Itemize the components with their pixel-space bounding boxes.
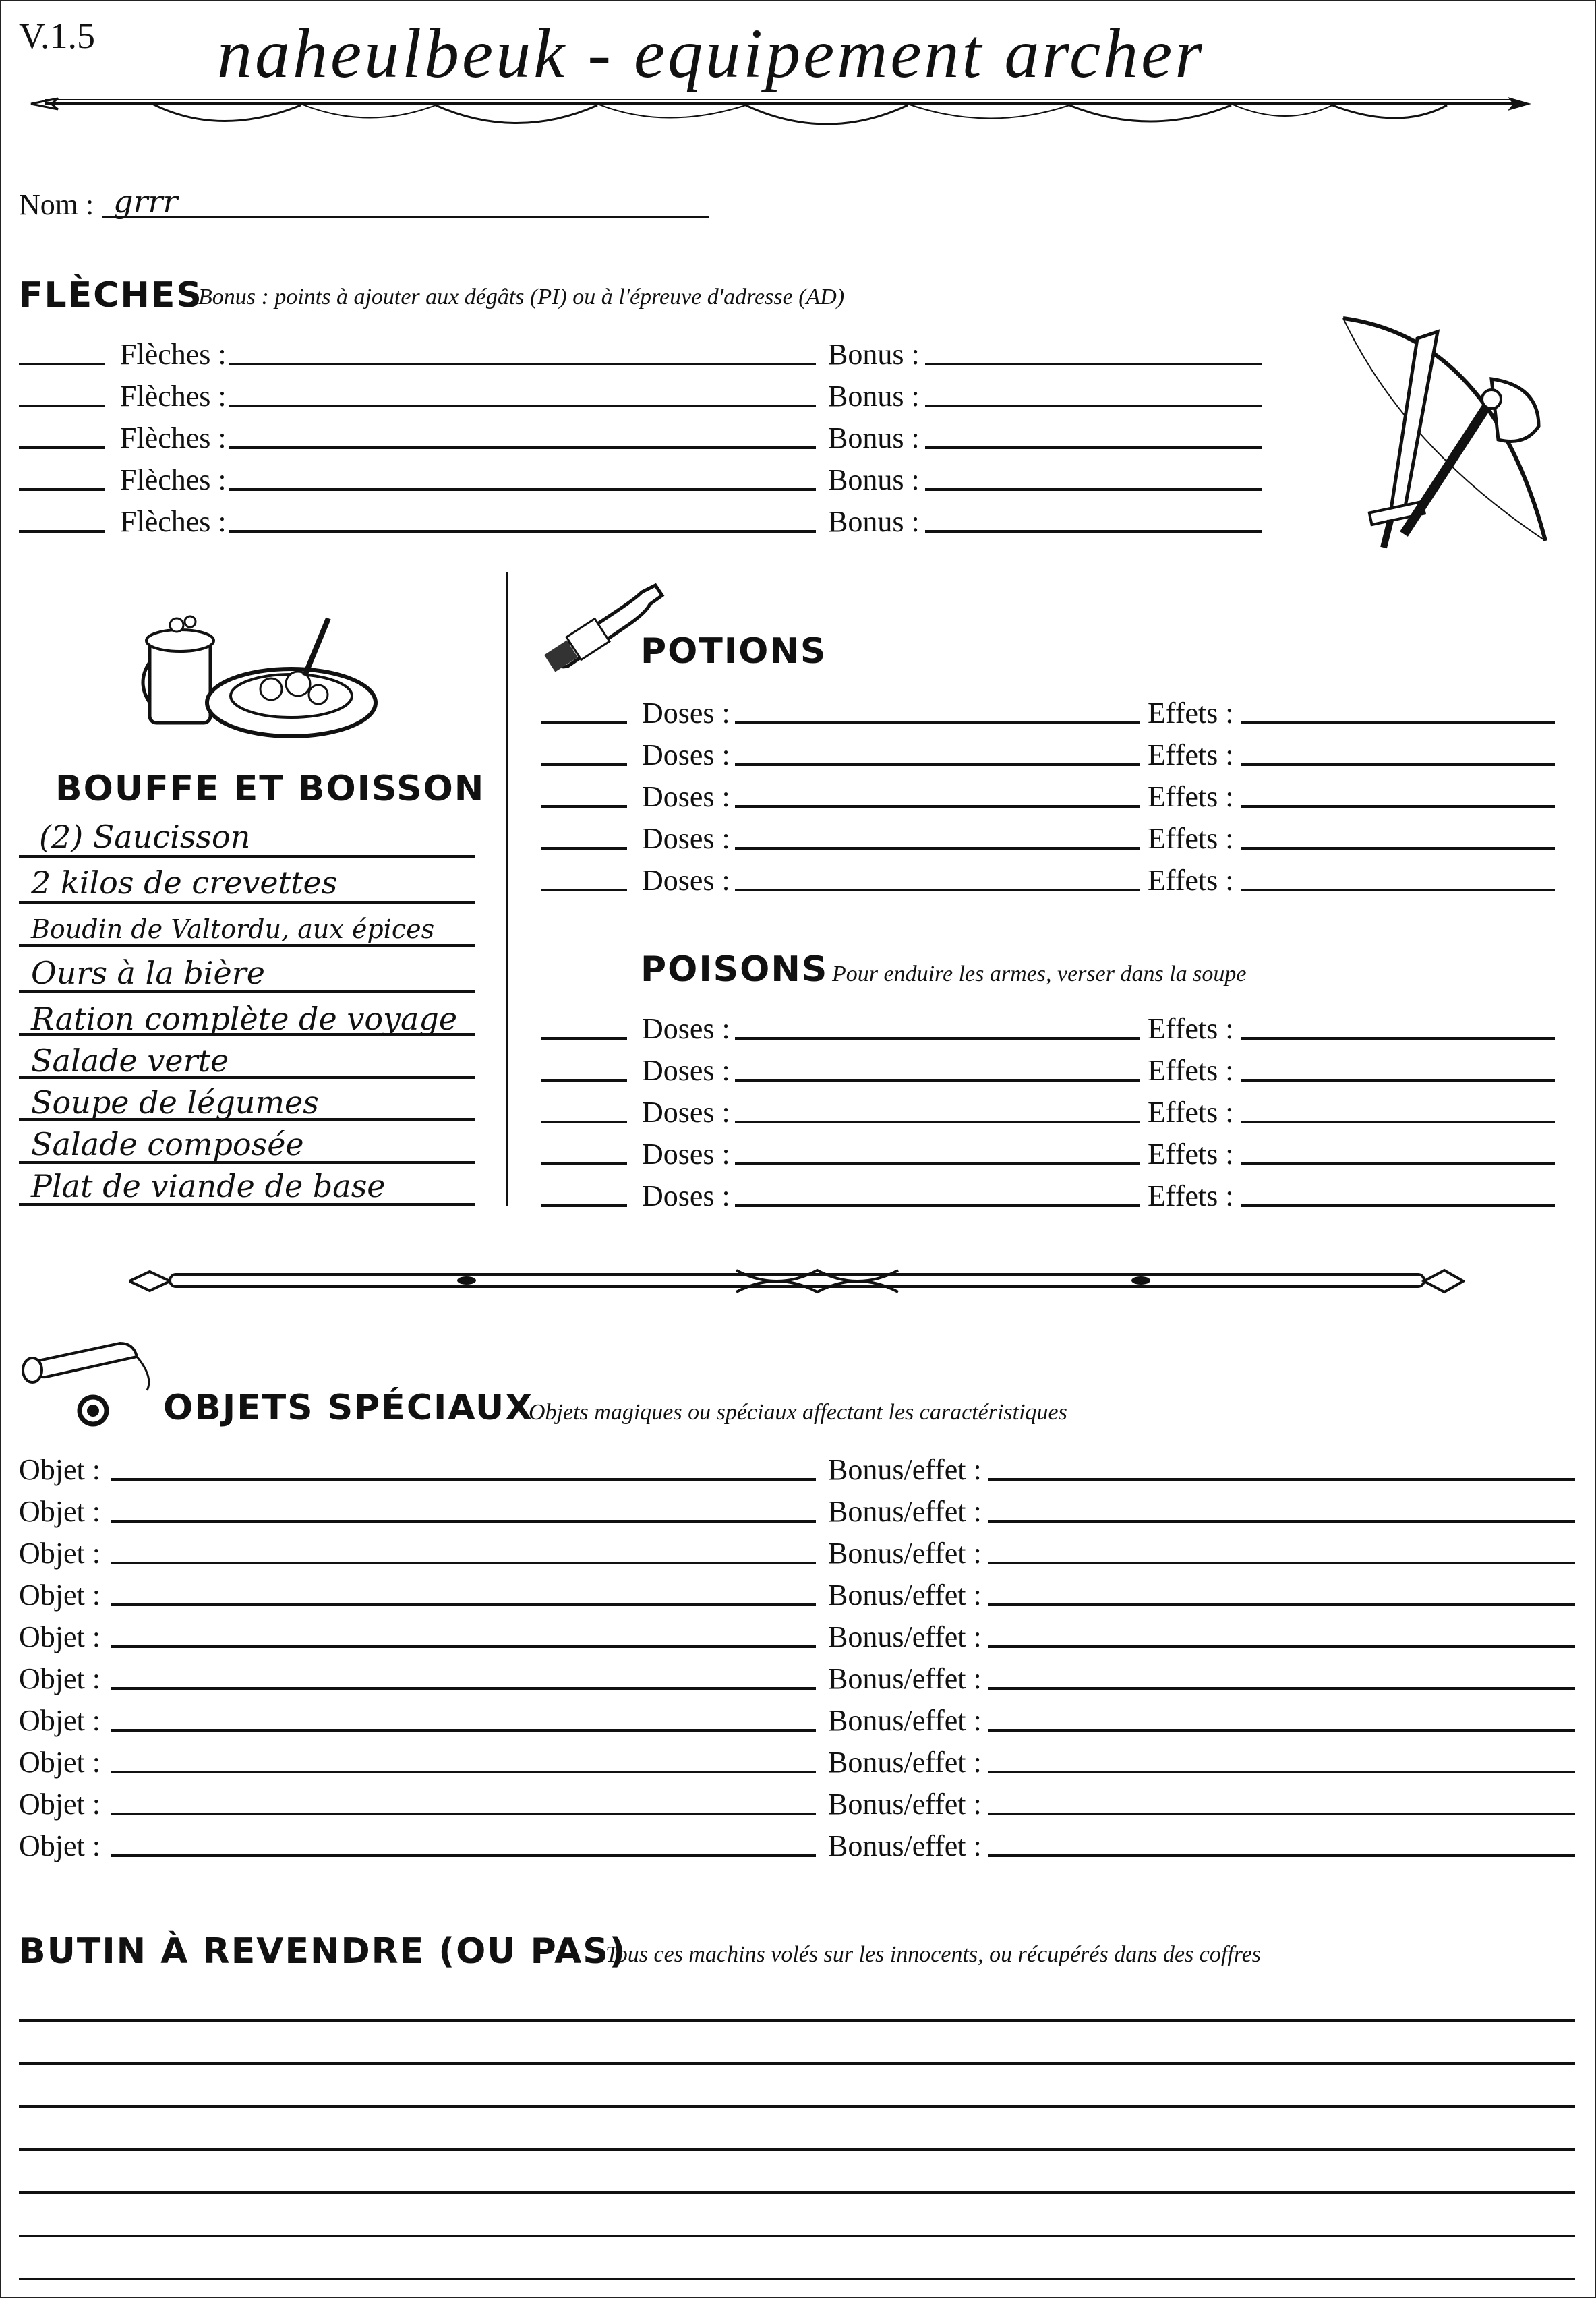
poison-effets-label: Effets : [1148,1096,1234,1129]
fleches-title: FLÈCHES [19,275,203,316]
potion-name-line[interactable] [735,721,1140,724]
potion-doses-label: Doses : [642,864,730,897]
butin-line[interactable] [19,2062,1575,2065]
poison-doses-label: Doses : [642,1054,730,1087]
objet-line[interactable] [111,1478,816,1481]
poison-qty-line[interactable] [541,1079,627,1082]
butin-line[interactable] [19,2019,1575,2022]
objet-bonus-label: Bonus/effet : [828,1746,982,1779]
objet-label: Objet : [19,1662,100,1695]
fleches-bonus-line[interactable] [925,530,1262,533]
fleches-note: Bonus : points à ajouter aux dégâts (PI) ou à l'épreuve d'adresse (AD) [198,285,845,310]
objet-bonus-label: Bonus/effet : [828,1704,982,1737]
butin-title: BUTIN À REVENDRE (OU PAS) [19,1931,627,1972]
objet-bonus-line[interactable] [988,1478,1575,1481]
bouffe-line [19,944,475,947]
food-plate-icon [136,608,379,743]
poison-effets-line[interactable] [1241,1121,1555,1123]
objet-label: Objet : [19,1620,100,1653]
poison-qty-line[interactable] [541,1037,627,1040]
bouffe-item[interactable]: (2) Saucisson [39,819,251,855]
potion-effets-line[interactable] [1241,721,1555,724]
objet-line[interactable] [111,1854,816,1857]
fleches-bonus-label: Bonus : [828,505,920,538]
poisons-title: POISONS [641,949,829,990]
poison-name-line[interactable] [735,1204,1140,1207]
objet-line[interactable] [111,1645,816,1648]
potion-qty-line[interactable] [541,847,627,850]
fleches-qty-line[interactable] [19,405,105,407]
bouffe-line [19,1033,475,1036]
bouffe-item[interactable]: Boudin de Valtordu, aux épices [31,914,435,944]
fleches-name-line[interactable] [229,405,816,407]
potion-effets-line[interactable] [1241,763,1555,766]
poison-doses-label: Doses : [642,1012,730,1045]
objet-line[interactable] [111,1687,816,1690]
objet-label: Objet : [19,1495,100,1528]
poison-name-line[interactable] [735,1079,1140,1082]
poison-doses-label: Doses : [642,1179,730,1212]
fleches-bonus-line[interactable] [925,405,1262,407]
poison-effets-line[interactable] [1241,1162,1555,1165]
bouffe-item[interactable]: Soupe de légumes [31,1084,319,1121]
bouffe-item[interactable]: Ours à la bière [31,955,265,991]
fleches-bonus-line[interactable] [925,363,1262,365]
bouffe-line [19,990,475,993]
objet-label: Objet : [19,1579,100,1612]
fleches-bonus-label: Bonus : [828,421,920,454]
potion-qty-line[interactable] [541,763,627,766]
poison-effets-line[interactable] [1241,1204,1555,1207]
objet-line[interactable] [111,1603,816,1606]
fleches-bonus-line[interactable] [925,446,1262,449]
nom-label: Nom : [19,188,94,221]
potion-effets-line[interactable] [1241,805,1555,808]
objet-bonus-label: Bonus/effet : [828,1453,982,1486]
crossed-weapons-icon [1323,312,1566,554]
scroll-ring-icon [19,1336,154,1431]
objet-bonus-line[interactable] [988,1520,1575,1523]
potion-doses-label: Doses : [642,738,730,771]
objet-bonus-label: Bonus/effet : [828,1537,982,1570]
potion-qty-line[interactable] [541,805,627,808]
version-label: V.1.5 [19,16,96,56]
objet-label: Objet : [19,1746,100,1779]
potion-effets-line[interactable] [1241,889,1555,891]
objet-line[interactable] [111,1520,816,1523]
bouffe-item[interactable]: Salade verte [31,1042,229,1079]
fleches-name-line[interactable] [229,446,816,449]
bouffe-line [19,1118,475,1121]
fleches-bonus-label: Bonus : [828,463,920,496]
fleches-qty-line[interactable] [19,446,105,449]
poison-effets-label: Effets : [1148,1054,1234,1087]
potion-name-line[interactable] [735,889,1140,891]
butin-line[interactable] [19,2191,1575,2194]
objet-label: Objet : [19,1453,100,1486]
objet-label: Objet : [19,1704,100,1737]
objets-note: Objets magiques ou spéciaux affectant les caractéristiques [529,1400,1067,1425]
poison-effets-line[interactable] [1241,1037,1555,1040]
objet-line[interactable] [111,1729,816,1732]
bouffe-line [19,1076,475,1079]
potion-effets-label: Effets : [1148,738,1234,771]
potion-doses-label: Doses : [642,822,730,855]
fleches-bonus-label: Bonus : [828,338,920,371]
butin-line[interactable] [19,2235,1575,2237]
objet-bonus-label: Bonus/effet : [828,1829,982,1862]
fleches-qty-line[interactable] [19,530,105,533]
fleches-label: Flèches : [120,505,227,538]
poison-effets-label: Effets : [1148,1138,1234,1171]
nom-line [102,216,709,218]
potion-effets-label: Effets : [1148,822,1234,855]
staff-divider-icon [129,1261,1465,1301]
fleches-name-line[interactable] [229,363,816,365]
potion-name-line[interactable] [735,847,1140,850]
poison-effets-label: Effets : [1148,1179,1234,1212]
poison-doses-label: Doses : [642,1096,730,1129]
potion-doses-label: Doses : [642,697,730,730]
poison-name-line[interactable] [735,1121,1140,1123]
objet-bonus-line[interactable] [988,1729,1575,1732]
fleches-name-line[interactable] [229,488,816,491]
potions-title: POTIONS [641,631,827,672]
bouffe-item[interactable]: 2 kilos de crevettes [31,864,338,901]
objet-label: Objet : [19,1829,100,1862]
poison-name-line[interactable] [735,1037,1140,1040]
objet-label: Objet : [19,1537,100,1570]
objet-bonus-label: Bonus/effet : [828,1788,982,1821]
objet-bonus-label: Bonus/effet : [828,1620,982,1653]
nom-value[interactable]: grrr [113,183,178,220]
objet-bonus-line[interactable] [988,1603,1575,1606]
potion-effets-label: Effets : [1148,780,1234,813]
objet-line[interactable] [111,1813,816,1815]
bouffe-line [19,855,475,858]
fleches-qty-line[interactable] [19,488,105,491]
objet-bonus-label: Bonus/effet : [828,1662,982,1695]
objet-bonus-label: Bonus/effet : [828,1495,982,1528]
objet-label: Objet : [19,1788,100,1821]
objet-bonus-line[interactable] [988,1854,1575,1857]
page-title: naheulbeuk - equipement archer [217,15,1205,92]
column-divider [506,572,508,1206]
objet-bonus-line[interactable] [988,1813,1575,1815]
objet-line[interactable] [111,1562,816,1564]
objet-bonus-line[interactable] [988,1562,1575,1564]
butin-note: Tous ces machins volés sur les innocents, ou récupérés dans des coffres [605,1942,1262,1967]
butin-line[interactable] [19,2278,1575,2280]
fleches-qty-line[interactable] [19,363,105,365]
potion-qty-line[interactable] [541,721,627,724]
bouffe-line [19,1161,475,1164]
bouffe-line [19,901,475,904]
potion-effets-label: Effets : [1148,697,1234,730]
bouffe-title: BOUFFE ET BOISSON [55,769,485,809]
potion-doses-label: Doses : [642,780,730,813]
butin-line[interactable] [19,2105,1575,2108]
potion-name-line[interactable] [735,805,1140,808]
potion-effets-label: Effets : [1148,864,1234,897]
poison-qty-line[interactable] [541,1204,627,1207]
fleches-label: Flèches : [120,421,227,454]
poison-name-line[interactable] [735,1162,1140,1165]
poisons-note: Pour enduire les armes, verser dans la soupe [832,962,1247,986]
potion-name-line[interactable] [735,763,1140,766]
arrow-divider-icon [18,90,1535,151]
fleches-bonus-line[interactable] [925,488,1262,491]
fleches-label: Flèches : [120,338,227,371]
fleches-label: Flèches : [120,380,227,413]
fleches-bonus-label: Bonus : [828,380,920,413]
poison-effets-label: Effets : [1148,1012,1234,1045]
poison-effets-line[interactable] [1241,1079,1555,1082]
objet-bonus-line[interactable] [988,1645,1575,1648]
poison-doses-label: Doses : [642,1138,730,1171]
potion-effets-line[interactable] [1241,847,1555,850]
objet-bonus-line[interactable] [988,1687,1575,1690]
bouffe-line [19,1203,475,1206]
objet-line[interactable] [111,1771,816,1773]
fleches-name-line[interactable] [229,530,816,533]
potion-qty-line[interactable] [541,889,627,891]
poison-qty-line[interactable] [541,1121,627,1123]
fleches-label: Flèches : [120,463,227,496]
butin-line[interactable] [19,2148,1575,2151]
objet-bonus-line[interactable] [988,1771,1575,1773]
objets-title: OBJETS SPÉCIAUX [163,1388,534,1428]
objet-bonus-label: Bonus/effet : [828,1579,982,1612]
bouffe-item[interactable]: Plat de viande de base [31,1168,386,1204]
poison-qty-line[interactable] [541,1162,627,1165]
bouffe-item[interactable]: Salade composée [31,1126,304,1162]
bouffe-item[interactable]: Ration complète de voyage [31,1001,458,1037]
